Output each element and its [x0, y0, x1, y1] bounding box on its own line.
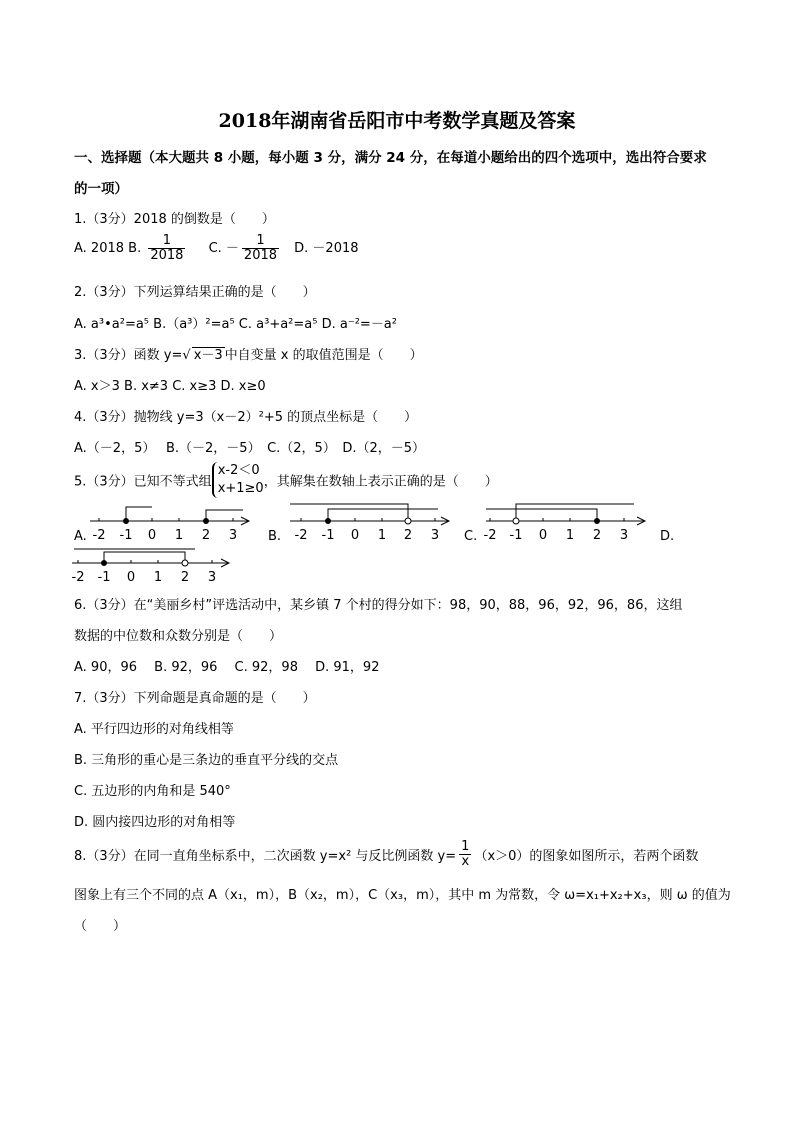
q4-stem: 4.（3分）抛物线 y=3（x－2）²+5 的顶点坐标是（ ） — [74, 410, 418, 425]
q3-options: A. x＞3 B. x≠3 C. x≥3 D. x≥0 — [74, 379, 266, 394]
number-line-b — [288, 500, 456, 544]
q5-label-a: A. — [74, 529, 87, 544]
tick-label: 2 — [201, 528, 211, 543]
tick-label: -1 — [97, 570, 111, 585]
ray-right-from-neg1 — [328, 509, 438, 521]
q8-stem-line2: 图象上有三个不同的点 A（x₁，m），B（x₂，m），C（x₃，m），其中 m 为常数，令 ω=x₁+x₂+x₃，则 ω 的值为 — [74, 888, 731, 903]
q5-label-b: B. — [268, 529, 282, 544]
open-point-2 — [182, 560, 188, 566]
ray-right-from-neg1 — [126, 507, 152, 521]
q1-option-c: C. － — [208, 241, 239, 256]
tick-label: 0 — [126, 570, 136, 585]
sqrt-sign: √ — [182, 348, 191, 363]
q2-options: A. a³•a²=a⁵ B.（a³）²=a⁵ C. a³+a²=a⁵ D. a⁻²=－a² — [74, 317, 397, 332]
tick-label: 1 — [377, 528, 387, 543]
tick-label: 3 — [619, 528, 629, 543]
tick-label: 2 — [403, 528, 413, 543]
ray-left-to-2 — [486, 509, 597, 521]
ray-left-to-2 — [290, 504, 408, 521]
q8-fraction: $\frac{1}{x}$ — [461, 839, 470, 869]
tick-label: -2 — [92, 528, 106, 543]
q3-stem: 3.（3分）函数 y=√ x－3 中自变量 x 的取值范围是（ ） — [74, 348, 423, 363]
q8-stem-line3: （ ） — [74, 919, 127, 934]
tick-label: -1 — [321, 528, 335, 543]
tick-label: 3 — [228, 528, 238, 543]
q5-inequality-system: x-2＜0 x+1≥0 — [212, 462, 264, 498]
solid-point-2 — [594, 518, 600, 524]
tick-label: -1 — [509, 528, 523, 543]
tick-label: 3 — [430, 528, 440, 543]
section-heading-line2: 的一项） — [74, 181, 128, 197]
q7-stem: 7.（3分）下列命题是真命题的是（ ） — [74, 691, 316, 706]
open-point-neg1 — [513, 518, 519, 524]
tick-label: -2 — [294, 528, 308, 543]
tick-label: 3 — [207, 570, 217, 585]
open-point-2 — [405, 518, 411, 524]
q1-options — [74, 234, 359, 263]
q6-options: A. 90，96 B. 92，96 C. 92，98 D. 91，92 — [74, 660, 380, 675]
q1-fraction-c: $\frac{1}{2018}$ — [243, 233, 278, 263]
q3-radicand: x－3 — [193, 348, 223, 363]
tick-label: 1 — [153, 570, 163, 585]
ray-right-from-neg1 — [516, 504, 634, 521]
q2-stem: 2.（3分）下列运算结果正确的是（ ） — [74, 285, 316, 300]
tick-label: 2 — [180, 570, 190, 585]
tick-label: 2 — [592, 528, 602, 543]
tick-label: -2 — [71, 570, 85, 585]
q7-option-d: D. 圆内接四边形的对角相等 — [74, 815, 236, 830]
number-line-c — [484, 500, 652, 544]
tick-label: 1 — [174, 528, 184, 543]
page-title: 2018年湖南省岳阳市中考数学真题及答案 — [218, 110, 576, 132]
number-line-d — [70, 546, 238, 586]
tick-label: 1 — [565, 528, 575, 543]
q7-option-b: B. 三角形的重心是三条边的垂直平分线的交点 — [74, 753, 339, 768]
ray-left-from-2 — [206, 510, 243, 521]
tick-label: 0 — [350, 528, 360, 543]
section-heading-line1: 一、选择题（本大题共 8 小题，每小题 3 分，满分 24 分，在每道小题给出的四个选项中，选出符合要求 — [74, 150, 707, 166]
q4-options: A.（－2，5） B.（－2，－5） C.（2，5） D.（2，－5） — [74, 441, 426, 456]
q7-option-c: C. 五边形的内角和是 540° — [74, 784, 231, 799]
segment-neg1-to-2 — [104, 552, 185, 563]
q5-label-d: D. — [660, 529, 675, 544]
solid-point-neg1 — [325, 518, 331, 524]
solid-point-neg1 — [101, 560, 107, 566]
q1-stem: 1.（3分）2018 的倒数是（ ） — [74, 212, 275, 227]
q7-option-a: A. 平行四边形的对角线相等 — [74, 722, 234, 737]
solid-point-neg1 — [123, 518, 129, 524]
q8-stem-line1: 8.（3分）在同一直角坐标系中，二次函数 y=x² 与反比例函数 y= $\frac{1}{x}$ （x＞0）的图象如图所示，若两个函数 — [74, 839, 699, 869]
q1-fraction-b: $\frac{1}{2018}$ — [150, 233, 184, 263]
q1-option-a: A. 2018 B. — [74, 241, 146, 256]
tick-label: 0 — [538, 528, 548, 543]
tick-label: -2 — [484, 528, 497, 543]
q1-option-d: D. －2018 — [294, 241, 359, 256]
solid-point-2 — [203, 518, 209, 524]
q6-stem-line2: 数据的中位数和众数分别是（ ） — [74, 629, 283, 644]
tick-label: 0 — [147, 528, 157, 543]
q5-label-c: C. — [464, 529, 478, 544]
number-line-a — [88, 504, 256, 544]
q6-stem-line1: 6.（3分）在“美丽乡村”评选活动中，某乡镇 7 个村的得分如下：98，90，88，96，92，96，86，这组 — [74, 598, 683, 613]
tick-label: -1 — [119, 528, 133, 543]
q5-stem: 5.（3分）已知不等式组 x-2＜0 x+1≥0 ，其解集在数轴上表示正确的是（ ） — [74, 463, 498, 496]
